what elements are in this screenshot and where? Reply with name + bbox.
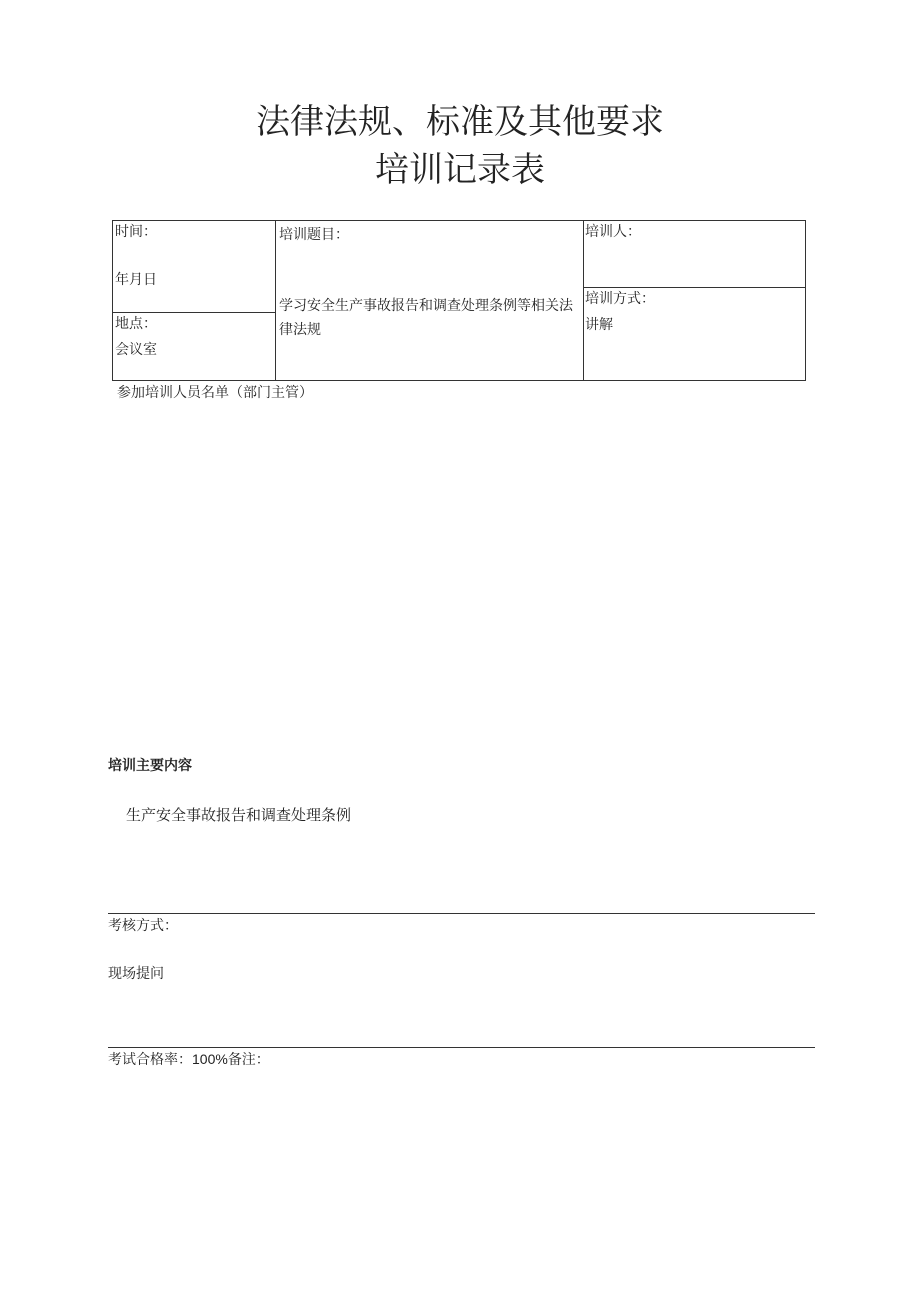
document-subtitle: 培训记录表 bbox=[375, 150, 545, 190]
date-text: 年月日 bbox=[115, 272, 157, 288]
content-heading: 培训主要内容 bbox=[108, 757, 192, 773]
method-value: 讲解 bbox=[585, 317, 613, 333]
attendees-label: 参加培训人员名单（部门主管） bbox=[117, 385, 313, 401]
footer-line bbox=[108, 1049, 270, 1070]
pass-rate-value: 100% bbox=[192, 1051, 228, 1067]
assessment-label: 考核方式： bbox=[108, 918, 178, 934]
topic-value: 学习安全生产事故报告和调查处理条例等相关法律法规 bbox=[279, 298, 573, 338]
method-label: 培训方式： bbox=[585, 291, 655, 307]
location-label: 地点： bbox=[115, 316, 157, 332]
topic-label: 培训题目： bbox=[279, 227, 349, 243]
divider-line bbox=[108, 1047, 815, 1048]
remarks-label: 备注： bbox=[227, 1052, 270, 1068]
trainer-label: 培训人： bbox=[585, 224, 641, 240]
location-value: 会议室 bbox=[115, 342, 157, 358]
pass-rate-label: 考试合格率： bbox=[108, 1052, 192, 1068]
content-text: 生产安全事故报告和调查处理条例 bbox=[126, 806, 352, 824]
document-title: 法律法规、标准及其他要求 bbox=[256, 102, 664, 142]
divider-line bbox=[108, 913, 815, 914]
assessment-value: 现场提问 bbox=[108, 966, 164, 982]
time-label: 时间： bbox=[115, 224, 157, 240]
